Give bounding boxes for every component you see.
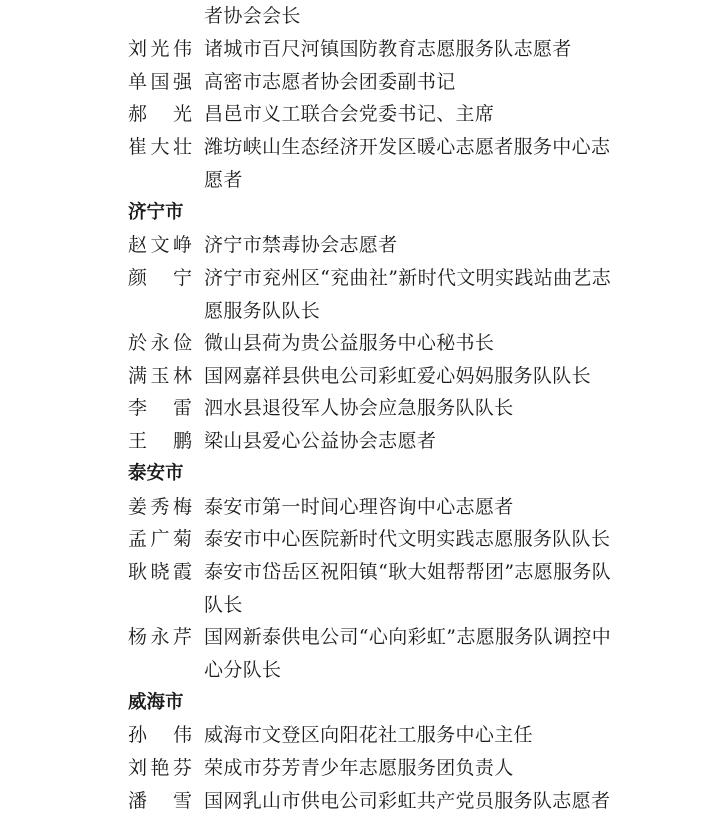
city-heading: 泰安市: [128, 463, 184, 484]
person-name: 於永俭: [128, 332, 192, 354]
entry-description: 威海市文登区向阳花社工服务中心主任: [204, 724, 533, 746]
entry-description: 梁山县爱心公益协会志愿者: [204, 430, 437, 452]
person-name: 刘艳芬: [128, 757, 192, 779]
entry-description: 济宁市兖州区“兖曲社”新时代文明实践站曲艺志愿服务队队长: [204, 267, 612, 322]
entry-description: 泰安市第一时间心理咨询中心志愿者: [204, 496, 514, 518]
person-name: 刘光伟: [128, 38, 192, 60]
person-name: 单国强: [128, 71, 192, 93]
person-name: 郝 光: [128, 103, 192, 125]
person-name: 李 雷: [128, 397, 192, 419]
person-name: 姜秀梅: [128, 496, 192, 518]
person-name: 颜 宁: [128, 267, 192, 289]
entry-description: 诸城市百尺河镇国防教育志愿服务队志愿者: [204, 38, 572, 60]
entry-description: 国网乳山市供电公司彩虹共产党员服务队志愿者: [204, 790, 611, 812]
entry-description: 国网新泰供电公司“心向彩虹”志愿服务队调控中心分队长: [204, 626, 612, 681]
entry-description: 济宁市禁毒协会志愿者: [204, 234, 398, 256]
entry-description: 高密市志愿者协会团委副书记: [204, 71, 456, 93]
city-heading: 济宁市: [128, 202, 184, 223]
person-name: 孟广菊: [128, 528, 192, 550]
entry-description: 国网嘉祥县供电公司彩虹爱心妈妈服务队队长: [204, 365, 592, 387]
person-name: 崔大壮: [128, 136, 192, 158]
person-name: 王 鹏: [128, 430, 192, 452]
entry-description: 潍坊峡山生态经济开发区暖心志愿者服务中心志愿者: [204, 136, 611, 191]
person-name: 赵文峥: [128, 234, 192, 256]
entry-description: 微山县荷为贵公益服务中心秘书长: [204, 332, 495, 354]
entry-description: 者协会会长: [204, 5, 301, 27]
entry-description: 泰安市中心医院新时代文明实践志愿服务队队长: [204, 528, 611, 550]
person-name: 满玉林: [128, 365, 192, 387]
city-heading: 威海市: [128, 692, 184, 713]
person-name: 孙 伟: [128, 724, 192, 746]
entry-description: 荣成市芬芳青少年志愿服务团负责人: [204, 757, 514, 779]
entry-description: 昌邑市义工联合会党委书记、主席: [204, 103, 495, 125]
person-name: 杨永芹: [128, 626, 192, 648]
entry-description: 泗水县退役军人协会应急服务队队长: [204, 397, 514, 419]
person-name: 耿晓霞: [128, 561, 192, 583]
person-name: 潘 雪: [128, 790, 192, 812]
entry-description: 泰安市岱岳区祝阳镇“耿大姐帮帮团”志愿服务队队长: [204, 561, 612, 616]
